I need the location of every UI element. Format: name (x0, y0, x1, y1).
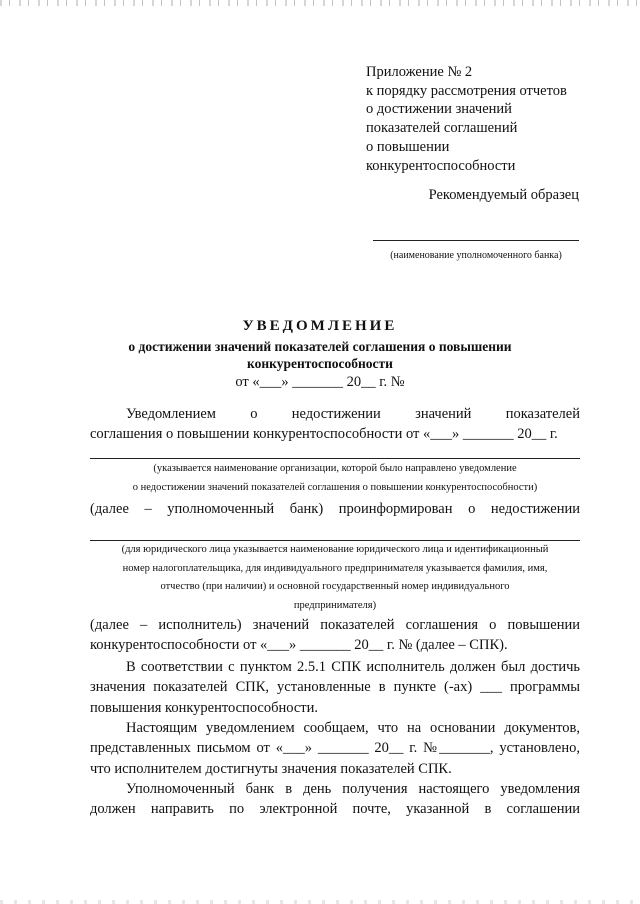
paragraph-line: значения показателей СПК, установленные в пункте (-ах) ___ программы (90, 679, 580, 696)
word: показателей (505, 406, 580, 422)
word: банк) (289, 501, 324, 517)
word: о (468, 501, 476, 517)
paragraph-executor (90, 615, 580, 656)
paragraph-line: что исполнителем достигнуты значения показателей СПК. (90, 760, 452, 777)
word: (далее (90, 501, 129, 517)
caption-line: отчество (при наличии) и основной государственный номер индивидуального (160, 581, 510, 592)
paragraph-line: конкурентоспособности от «___» _______ 20__ г. № (далее – СПК). (90, 637, 508, 654)
caption-line: предпринимателя) (293, 599, 377, 611)
word: Уведомлением (126, 406, 216, 422)
appendix-line: показателей соглашений (366, 120, 518, 137)
appendix-line: к порядку рассмотрения отчетов (366, 82, 567, 99)
paragraph-line: Настоящим уведомлением сообщаем, что на основании документов, (126, 720, 580, 736)
appendix-header (366, 63, 567, 175)
bank-name-blank-line (373, 240, 579, 241)
recommended-sample-label: Рекомендуемый образец (428, 187, 579, 203)
notification-date-number: от «___» _______ 20__ г. № (235, 374, 405, 390)
paragraph-bank-informed (90, 499, 580, 519)
paragraph-line (90, 404, 580, 424)
subtitle-line: конкурентоспособности (247, 355, 393, 371)
paragraph-line: (далее – исполнитель) значений показателей соглашения о повышении (90, 617, 580, 633)
appendix-line: Приложение № 2 (366, 64, 473, 80)
paragraph-line (90, 499, 580, 519)
scan-edge-top (0, 0, 640, 6)
subtitle-line: о достижении значений показателей соглашения о повышении (128, 339, 512, 354)
paragraph-line: должен направить по электронной почте, указанной в соглашении (90, 801, 580, 818)
appendix-line: конкурентоспособности (366, 157, 516, 174)
word: о (250, 406, 258, 422)
paragraph-intro (90, 404, 580, 445)
document-title: УВЕДОМЛЕНИЕ (242, 318, 398, 334)
organization-caption (90, 460, 580, 497)
caption-line: (для юридического лица указывается наименование юридического лица и идентификационный (121, 544, 549, 555)
paragraph-obligation (90, 657, 580, 718)
bank-name-caption: (наименование уполномоченного банка) (390, 250, 562, 261)
caption-line: о недостижении значений показателей соглашения о повышении конкурентоспособности) (132, 481, 538, 493)
scan-edge-bottom (0, 900, 640, 904)
appendix-line: о достижении значений (366, 101, 512, 118)
word: – (144, 501, 152, 517)
executor-caption (90, 541, 580, 615)
paragraph-line: повышения конкурентоспособности. (90, 699, 319, 716)
word: проинформирован (338, 501, 453, 517)
word: значений (415, 406, 472, 422)
caption-line: (указывается наименование организации, которой было направлено уведомление (153, 463, 517, 474)
word: недостижении (291, 406, 381, 422)
paragraph-achievement (90, 718, 580, 779)
document-subtitle (100, 339, 540, 372)
paragraph-line: представленных письмом от «___» _______ 20__ г. №_______, установлено, (90, 740, 580, 757)
word: уполномоченный (167, 501, 275, 517)
paragraph-line: Уполномоченный банк в день получения настоящего уведомления (126, 781, 580, 797)
paragraph-line: соглашения о повышении конкурентоспособности от «___» _______ 20__ г. (90, 426, 558, 443)
paragraph-line: В соответствии с пунктом 2.5.1 СПК исполнитель должен был достичь (126, 659, 580, 675)
paragraph-bank-action (90, 779, 580, 820)
organization-blank-line (90, 458, 580, 459)
word: недостижении (490, 501, 580, 517)
appendix-line: о повышении (366, 138, 450, 155)
caption-line: номер налогоплательщика, для индивидуального предпринимателя указывается фамилия, имя, (122, 562, 548, 574)
